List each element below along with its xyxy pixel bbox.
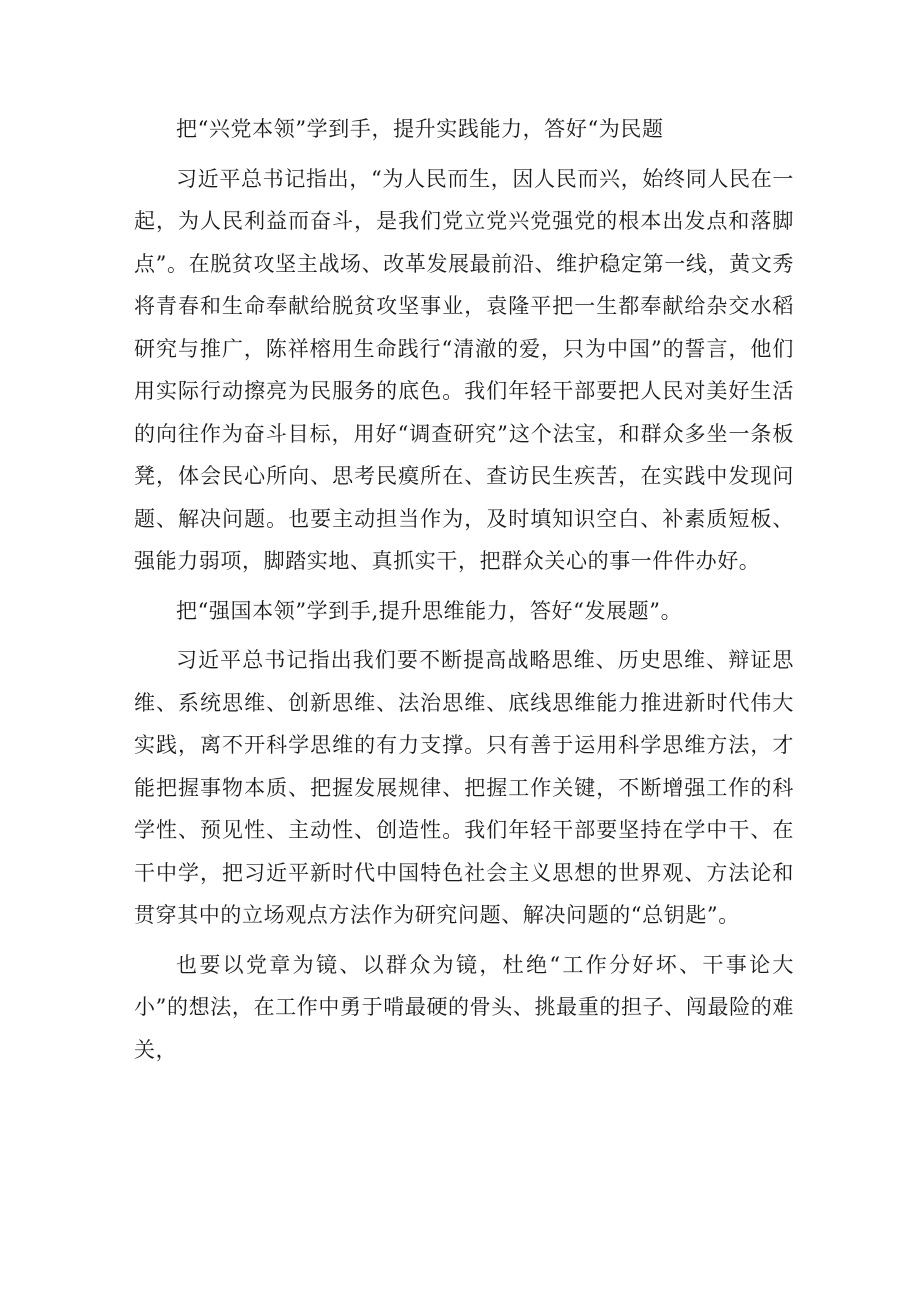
paragraph-gap [134, 583, 794, 590]
body-paragraph-3: 也要以党章为镜、以群众为镜，杜绝“工作分好坏、干事论大小”的想法，在工作中勇于啃最硬的骨头、挑最重的担子、闯最险的难关， [134, 952, 794, 1062]
section-heading-2: 把“强国本领”学到手,提升思维能力，答好“发展题”。 [176, 598, 683, 623]
paragraph-gap [134, 632, 794, 639]
paragraph-gap [134, 151, 794, 158]
paragraph-gap [134, 937, 794, 944]
body-paragraph-2: 习近平总书记指出我们要不断提高战略思维、历史思维、辩证思维、系统思维、创新思维、法治思维、底线思维能力推进新时代伟大实践，离不开科学思维的有力支撑。只有善于运用科学思维方法，才能把握事物本质、把握发展规律、把握工作关键，不断增强工作的科学性、预见性、主动性、创造性。我们年轻干部要坚持在学中干、在干中学，把习近平新时代中国特色社会主义思想的世界观、方法论和贯穿其中的立场观点方法作为研究问题、解决问题的“总钥匙”。 [134, 648, 794, 927]
document-body [134, 108, 794, 1071]
body-paragraph-1: 习近平总书记指出，“为人民而生，因人民而兴，始终同人民在一起，为人民利益而奋斗，是我们党立党兴党强党的根本出发点和落脚点”。在脱贫攻坚主战场、改革发展最前沿、维护稳定第一线，黄文秀将青春和生命奉献给脱贫攻坚事业，袁隆平把一生都奉献给杂交水稻研究与推广，陈祥榕用生命践行“清澈的爱，只为中国”的誓言，他们用实际行动擦亮为民服务的底色。我们年轻干部要把人民对美好生活的向往作为奋斗目标，用好“调查研究”这个法宝，和群众多坐一条板凳，体会民心所向、思考民瘼所在、查访民生疾苦，在实践中发现问题、解决问题。也要主动担当作为，及时填知识空白、补素质短板、强能力弱项，脚踏实地、真抓实干，把群众关心的事一件件办好。 [134, 166, 794, 573]
section-heading-1: 把“兴党本领”学到手，提升实践能力，答好“为民题 [176, 117, 664, 141]
